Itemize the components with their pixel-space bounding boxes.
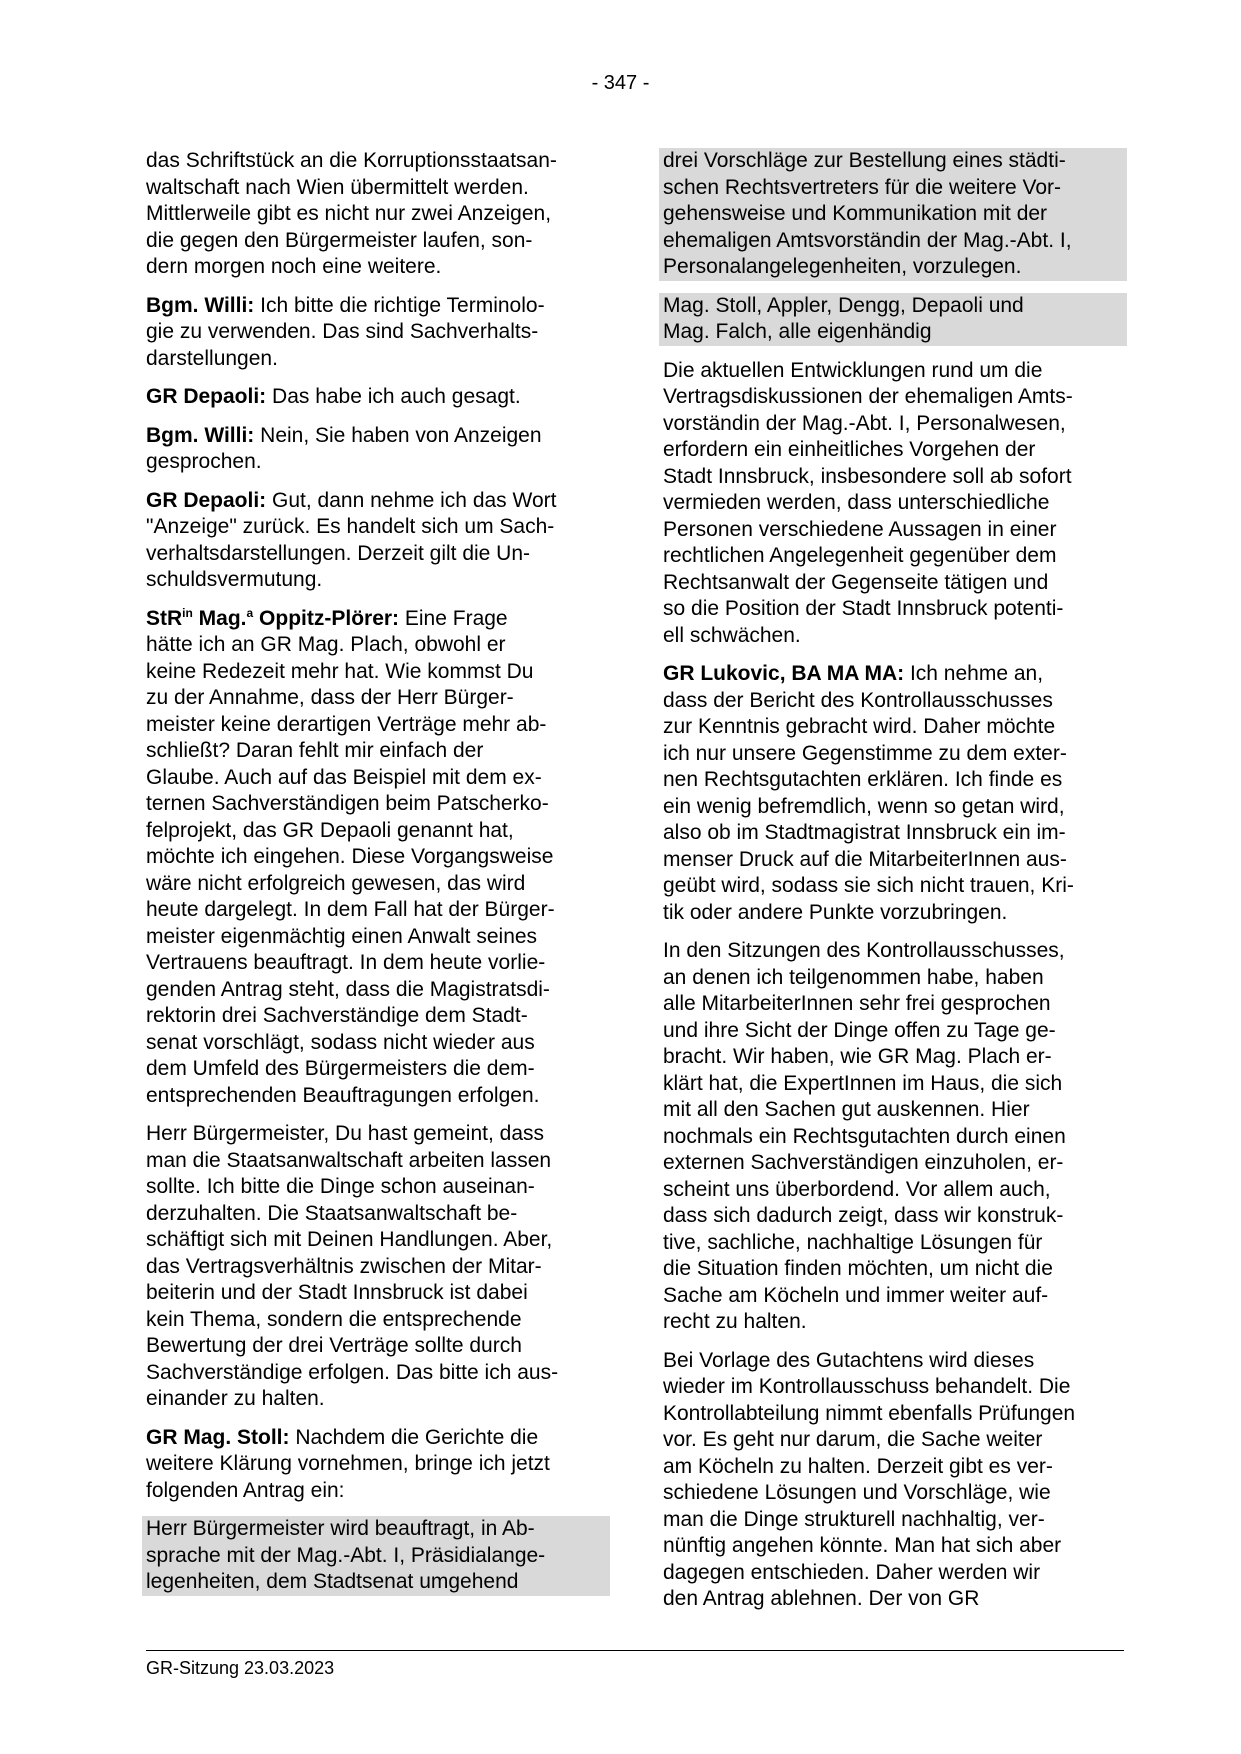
text-line: am Köcheln zu halten. Derzeit gibt es ver- xyxy=(663,1454,1053,1478)
text-line: also ob im Stadtmagistrat Innsbruck ein im- xyxy=(663,821,1066,844)
text-line: zur Kenntnis gebracht wird. Daher möchte xyxy=(663,715,1056,738)
text-line: Sachverständige erfolgen. Das bitte ich aus- xyxy=(146,1360,559,1384)
paragraph xyxy=(146,606,606,1110)
text-line: Glaube. Auch auf das Beispiel mit dem ex- xyxy=(146,765,542,789)
text-line: rektorin drei Sachverständige dem Stadt- xyxy=(146,1004,528,1027)
text-line: Herr Bürgermeister, Du hast gemeint, dass xyxy=(146,1122,544,1145)
text-line: gehensweise und Kommunikation mit der xyxy=(663,202,1048,225)
speaker-name: GR Depaoli: xyxy=(146,488,267,512)
text-line: tik oder andere Punkte vorzubringen. xyxy=(663,900,1008,924)
text-line: heute dargelegt. In dem Fall hat der Bürger- xyxy=(146,898,555,921)
text-line: schließt? Daran fehlt mir einfach der xyxy=(146,739,484,762)
text-line: nochmals ein Rechtsgutachten durch einen xyxy=(663,1124,1066,1148)
text-line: Sache am Köcheln und immer weiter auf- xyxy=(663,1283,1049,1307)
paragraph xyxy=(146,1121,606,1413)
text-line: den Antrag ablehnen. Der von GR xyxy=(663,1587,980,1610)
text-line: gie zu verwenden. Das sind Sachverhalts- xyxy=(146,320,539,343)
text-line: felprojekt, das GR Depaoli genannt hat, xyxy=(146,818,514,842)
text-line: Stadt Innsbruck, insbesondere soll ab sofort xyxy=(663,464,1072,488)
text-line: nünftig angehen könnte. Man hat sich aber xyxy=(663,1534,1062,1557)
text-line: GR Lukovic, BA MA MA: Ich nehme an, xyxy=(663,662,1044,685)
text-line: externen Sachverständigen einzuholen, er- xyxy=(663,1151,1064,1174)
text-line: Herr Bürgermeister wird beauftragt, in Ab- xyxy=(146,1517,535,1540)
text-line: waltschaft nach Wien übermittelt werden. xyxy=(146,175,529,199)
text-line: mit all den Sachen gut auskennen. Hier xyxy=(663,1098,1030,1121)
text-line: erfordern ein einheitliches Vorgehen der xyxy=(663,438,1036,461)
text-line: dagegen entschieden. Daher werden wir xyxy=(663,1560,1041,1584)
motion-text-block xyxy=(659,293,1127,346)
text-line: an denen ich teilgenommen habe, haben xyxy=(663,965,1044,989)
text-line: einander zu halten. xyxy=(146,1387,325,1410)
text-line: klärt hat, die ExpertInnen im Haus, die sich xyxy=(663,1071,1063,1095)
text-line: Kontrollabteilung nimmt ebenfalls Prüfungen xyxy=(663,1401,1076,1425)
text-line: gesprochen. xyxy=(146,450,262,473)
text-line: man die Staatsanwaltschaft arbeiten lassen xyxy=(146,1148,552,1172)
paragraph xyxy=(663,358,1123,650)
text-line: "Anzeige" zurück. Es handelt sich um Sach- xyxy=(146,515,555,538)
text-line: rechtlichen Angelegenheit gegenüber dem xyxy=(663,544,1057,567)
speaker-name: Bgm. Willi: xyxy=(146,423,255,447)
text-line: keine Redezeit mehr hat. Wie kommst Du xyxy=(146,659,534,683)
text-line: darstellungen. xyxy=(146,346,278,370)
text-line: ich nur unsere Gegenstimme zu dem exter- xyxy=(663,741,1067,765)
text-line: man die Dinge strukturell nachhaltig, ver- xyxy=(663,1507,1045,1531)
paragraph xyxy=(663,661,1123,926)
text-line: GR Depaoli: Gut, dann nehme ich das Wort xyxy=(146,488,557,512)
text-line: In den Sitzungen des Kontrollausschusses, xyxy=(663,939,1065,962)
paragraph xyxy=(663,938,1123,1336)
text-line: ternen Sachverständigen beim Patscherko- xyxy=(146,792,549,815)
text-line: nen Rechtsgutachten erklären. Ich finde es xyxy=(663,768,1063,791)
text-line: schen Rechtsvertreters für die weitere Vor- xyxy=(663,175,1061,199)
paragraph xyxy=(146,1425,606,1505)
text-line: verhaltsdarstellungen. Derzeit gilt die Un- xyxy=(146,541,531,565)
speaker-name: Bgm. Willi: xyxy=(146,293,255,317)
page-number: - 347 - xyxy=(591,72,650,94)
footer-session-date: GR-Sitzung 23.03.2023 xyxy=(146,1658,335,1678)
motion-text-block xyxy=(659,148,1127,281)
paragraph xyxy=(146,384,606,411)
text-line: beiterin und der Stadt Innsbruck ist dabei xyxy=(146,1281,528,1304)
paragraph xyxy=(663,1348,1123,1613)
text-line: sollte. Ich bitte die Dinge schon auseinan- xyxy=(146,1175,535,1198)
speaker-name: GR Depaoli: xyxy=(146,385,267,408)
text-line: Personen verschiedene Aussagen in einer xyxy=(663,517,1057,541)
paragraph xyxy=(146,293,606,373)
text-line: vorständin der Mag.-Abt. I, Personalwesen, xyxy=(663,411,1066,435)
text-line: kein Thema, sondern die entsprechende xyxy=(146,1307,522,1331)
text-line: Bgm. Willi: Nein, Sie haben von Anzeigen xyxy=(146,423,542,447)
text-line: schäftigt sich mit Deinen Handlungen. Aber, xyxy=(146,1228,553,1251)
text-line: GR Depaoli: Das habe ich auch gesagt. xyxy=(146,385,521,408)
text-line: schiedene Lösungen und Vorschläge, wie xyxy=(663,1481,1051,1504)
speaker-name: GR Lukovic, BA MA MA: xyxy=(663,662,905,685)
text-line: vor. Es geht nur darum, die Sache weiter xyxy=(663,1428,1043,1451)
speaker-name: StR$^{in}$ Mag.$^a$ Oppitz-Plörer: xyxy=(146,605,400,630)
text-line: Rechtsanwalt der Gegenseite tätigen und xyxy=(663,570,1049,594)
text-line: die gegen den Bürgermeister laufen, son- xyxy=(146,228,533,252)
text-line: alle MitarbeiterInnen sehr frei gesprochen xyxy=(663,992,1051,1015)
text-line: tive, sachliche, nachhaltige Lösungen für xyxy=(663,1230,1043,1254)
text-line: Bewertung der drei Verträge sollte durch xyxy=(146,1334,522,1357)
text-line: ell schwächen. xyxy=(663,623,801,647)
text-line: Vertrauens beauftragt. In dem heute vorlie- xyxy=(146,951,546,974)
text-line: geübt wird, sodass sie sich nicht trauen, Kri- xyxy=(663,874,1074,897)
text-line: möchte ich eingehen. Diese Vorgangsweise xyxy=(146,845,554,868)
text-line: schuldsvermutung. xyxy=(146,568,323,591)
text-line: dass der Bericht des Kontrollausschusses xyxy=(663,688,1053,712)
text-line: recht zu halten. xyxy=(663,1310,807,1333)
paragraph xyxy=(146,423,606,476)
footer-divider xyxy=(146,1650,1124,1651)
text-line: folgenden Antrag ein: xyxy=(146,1478,345,1502)
text-line: Mag. Falch, alle eigenhändig xyxy=(663,320,932,343)
text-line: vermieden werden, dass unterschiedliche xyxy=(663,491,1050,514)
text-line: legenheiten, dem Stadtsenat umgehend xyxy=(146,1570,519,1593)
text-line: weitere Klärung vornehmen, bringe ich jetzt xyxy=(146,1452,550,1475)
paragraph xyxy=(146,148,606,281)
text-line: so die Position der Stadt Innsbruck potenti- xyxy=(663,597,1064,620)
text-line: derzuhalten. Die Staatsanwaltschaft be- xyxy=(146,1201,518,1225)
text-line: Die aktuellen Entwicklungen rund um die xyxy=(663,358,1043,382)
text-line: wieder im Kontrollausschuss behandelt. Die xyxy=(663,1375,1071,1398)
text-line: Personalangelegenheiten, vorzulegen. xyxy=(663,255,1022,278)
text-line: dem Umfeld des Bürgermeisters die dem- xyxy=(146,1057,535,1080)
text-line: dern morgen noch eine weitere. xyxy=(146,255,442,278)
text-line: bracht. Wir haben, wie GR Mag. Plach er- xyxy=(663,1045,1052,1068)
text-line: scheint uns überbordend. Vor allem auch, xyxy=(663,1177,1051,1201)
text-line: genden Antrag steht, dass die Magistratsdi- xyxy=(146,977,550,1001)
text-line: das Schriftstück an die Korruptionsstaatsan- xyxy=(146,149,557,172)
text-line: GR Mag. Stoll: Nachdem die Gerichte die xyxy=(146,1425,539,1449)
right-column xyxy=(663,148,1123,1625)
text-line: hätte ich an GR Mag. Plach, obwohl er xyxy=(146,633,506,656)
left-column xyxy=(146,148,606,1608)
text-line: StR$^{in}$ Mag.$^a$ Oppitz-Plörer: Eine Frage xyxy=(146,605,508,630)
text-line: Bei Vorlage des Gutachtens wird dieses xyxy=(663,1348,1035,1372)
motion-text-block xyxy=(142,1516,610,1596)
speaker-name: GR Mag. Stoll: xyxy=(146,1425,290,1449)
text-line: wäre nicht erfolgreich gewesen, das wird xyxy=(146,871,526,895)
text-line: senat vorschlägt, sodass nicht wieder aus xyxy=(146,1030,535,1054)
text-line: die Situation finden möchten, um nicht die xyxy=(663,1257,1053,1280)
text-line: Bgm. Willi: Ich bitte die richtige Terminolo- xyxy=(146,293,545,317)
text-line: Vertragsdiskussionen der ehemaligen Amts- xyxy=(663,385,1073,408)
text-line: meister eigenmächtig einen Anwalt seines xyxy=(146,924,538,948)
text-line: meister keine derartigen Verträge mehr ab- xyxy=(146,712,547,736)
text-line: zu der Annahme, dass der Herr Bürger- xyxy=(146,686,514,709)
paragraph xyxy=(146,488,606,594)
text-line: ein wenig befremdlich, wenn so getan wird, xyxy=(663,794,1065,818)
text-line: drei Vorschläge zur Bestellung eines städti- xyxy=(663,149,1066,172)
text-line: Mag. Stoll, Appler, Dengg, Depaoli und xyxy=(663,293,1024,317)
text-line: das Vertragsverhältnis zwischen der Mitar- xyxy=(146,1254,542,1278)
text-line: und ihre Sicht der Dinge offen zu Tage ge- xyxy=(663,1018,1056,1042)
text-line: ehemaligen Amtsvorständin der Mag.-Abt. I, xyxy=(663,228,1072,252)
text-line: sprache mit der Mag.-Abt. I, Präsidialange- xyxy=(146,1543,546,1567)
text-line: menser Druck auf die MitarbeiterInnen aus- xyxy=(663,847,1067,871)
text-line: dass sich dadurch zeigt, dass wir konstruk- xyxy=(663,1204,1064,1227)
text-line: Mittlerweile gibt es nicht nur zwei Anzeigen, xyxy=(146,202,552,225)
text-line: entsprechenden Beauftragungen erfolgen. xyxy=(146,1083,540,1107)
